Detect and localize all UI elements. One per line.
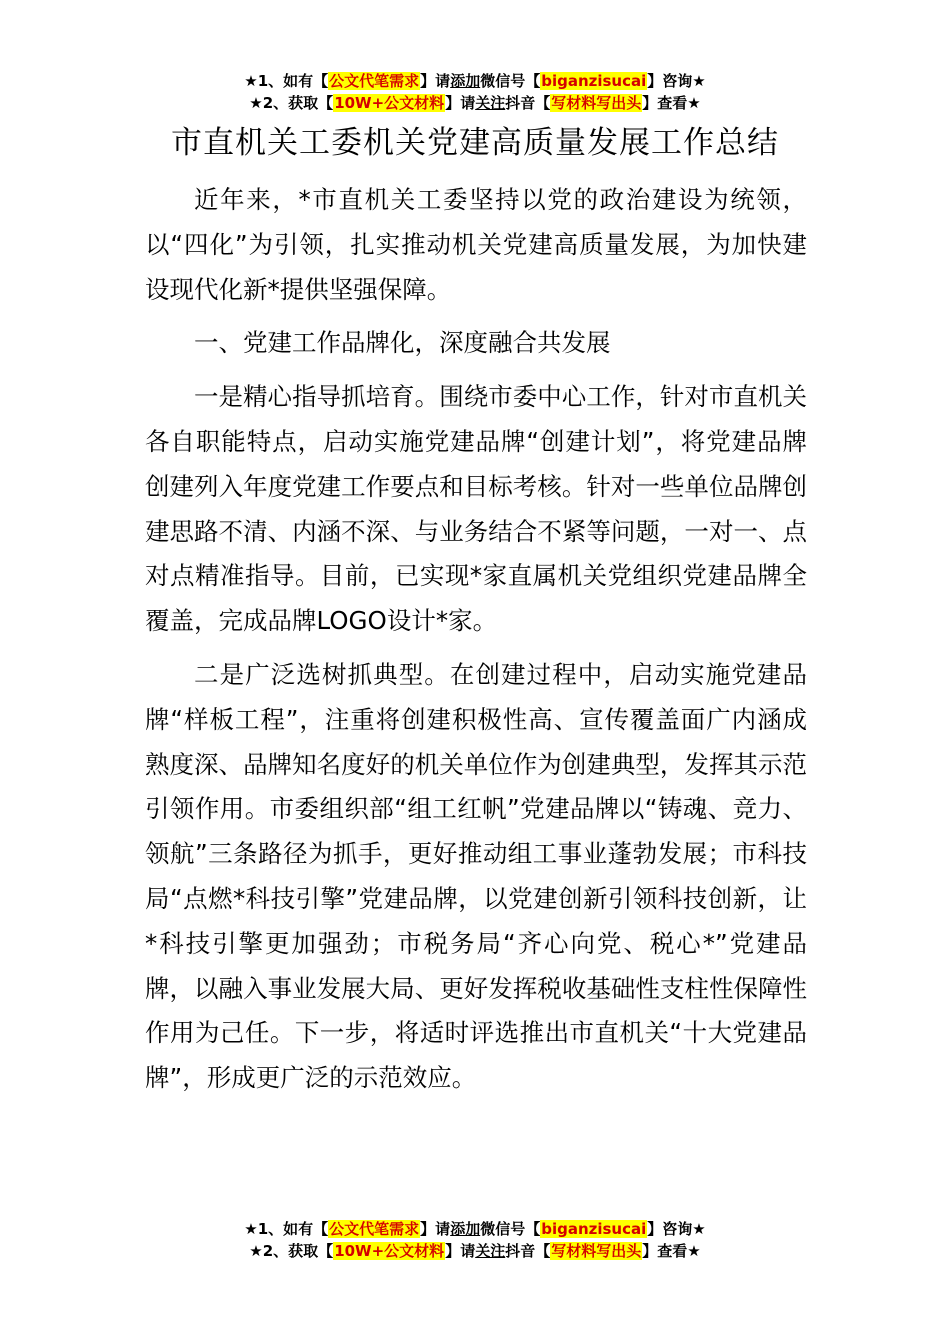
banner-underline: 关注	[475, 1242, 506, 1260]
body-paragraph: 二是广泛选树抓典型。在创建过程中，启动实施党建品牌“样板工程”，注重将创建积极性高、宣传覆盖面广内涵成熟度深、品牌知名度好的机关单位作为创建典型，发挥其示范引领作用。市委组织部“组工红帆”党建品牌以“铸魂、竞力、领航”三条路径为抓手，更好推动组工事业蓬勃发展；市科技局“点燃*科技引擎”党建品牌，以党建创新引领科技创新，让*科技引擎更加强劲；市税务局“齐心向党、税心*”党建品牌，以融入事业发展大局、更好发挥税收基础性支柱性保障性作用为己任。下一步，将适时评选推出市直机关“十大党建品牌”，形成更广泛的示范效应。	[145, 659, 807, 1093]
banner-highlight: 写材料写出头	[551, 1242, 642, 1260]
banner-line-2	[0, 92, 950, 114]
banner-text: 】请	[420, 72, 451, 90]
banner-text: 】咨询★	[647, 72, 706, 90]
header-banner	[0, 70, 950, 114]
banner-highlight: 公文代笔需求	[329, 72, 420, 90]
banner-highlight: biganzisucai	[541, 1220, 647, 1238]
banner-text: 】咨询★	[647, 1220, 706, 1238]
banner-highlight: 10W+公文材料	[334, 94, 445, 112]
banner-text: 微信号【	[480, 1220, 541, 1238]
banner-text: 】请	[445, 1242, 476, 1260]
banner-highlight: 写材料写出头	[551, 94, 642, 112]
banner-text: ★1、如有【	[244, 1220, 329, 1238]
body-paragraph: 一是精心指导抓培育。围绕市委中心工作，针对市直机关各自职能特点，启动实施党建品牌“创建计划”，将党建品牌创建列入年度党建工作要点和目标考核。针对一些单位品牌创建思路不清、内涵不深、与业务结合不紧等问题，一对一、点对点精准指导。目前，已实现*家直属机关党组织党建品牌全覆盖，完成品牌LOGO设计*家。	[145, 382, 807, 636]
banner-text: ★1、如有【	[244, 72, 329, 90]
section-heading: 一、党建工作品牌化，深度融合共发展	[194, 328, 611, 358]
intro-paragraph: 近年来，*市直机关工委坚持以党的政治建设为统领，以“四化”为引领，扎实推动机关党建高质量发展，为加快建设现代化新*提供坚强保障。	[145, 185, 807, 304]
banner-line-1	[0, 70, 950, 92]
banner-line-2	[0, 1240, 950, 1262]
banner-text: 】请	[445, 94, 476, 112]
banner-highlight: biganzisucai	[541, 72, 647, 90]
footer-banner	[0, 1218, 950, 1262]
banner-highlight: 10W+公文材料	[334, 1242, 445, 1260]
banner-highlight: 公文代笔需求	[329, 1220, 420, 1238]
document-title: 市直机关工委机关党建高质量发展工作总结	[171, 125, 779, 161]
banner-text: 】查看★	[642, 94, 701, 112]
banner-text: 】查看★	[642, 1242, 701, 1260]
banner-underline: 添加	[450, 72, 481, 90]
banner-text: 抖音【	[505, 1242, 551, 1260]
banner-text: 微信号【	[480, 72, 541, 90]
banner-text: ★2、获取【	[249, 1242, 334, 1260]
banner-underline: 添加	[450, 1220, 481, 1238]
banner-text: 】请	[420, 1220, 451, 1238]
banner-underline: 关注	[475, 94, 506, 112]
document-body	[145, 178, 807, 1110]
banner-text: 抖音【	[505, 94, 551, 112]
banner-line-1	[0, 1218, 950, 1240]
banner-text: ★2、获取【	[249, 94, 334, 112]
